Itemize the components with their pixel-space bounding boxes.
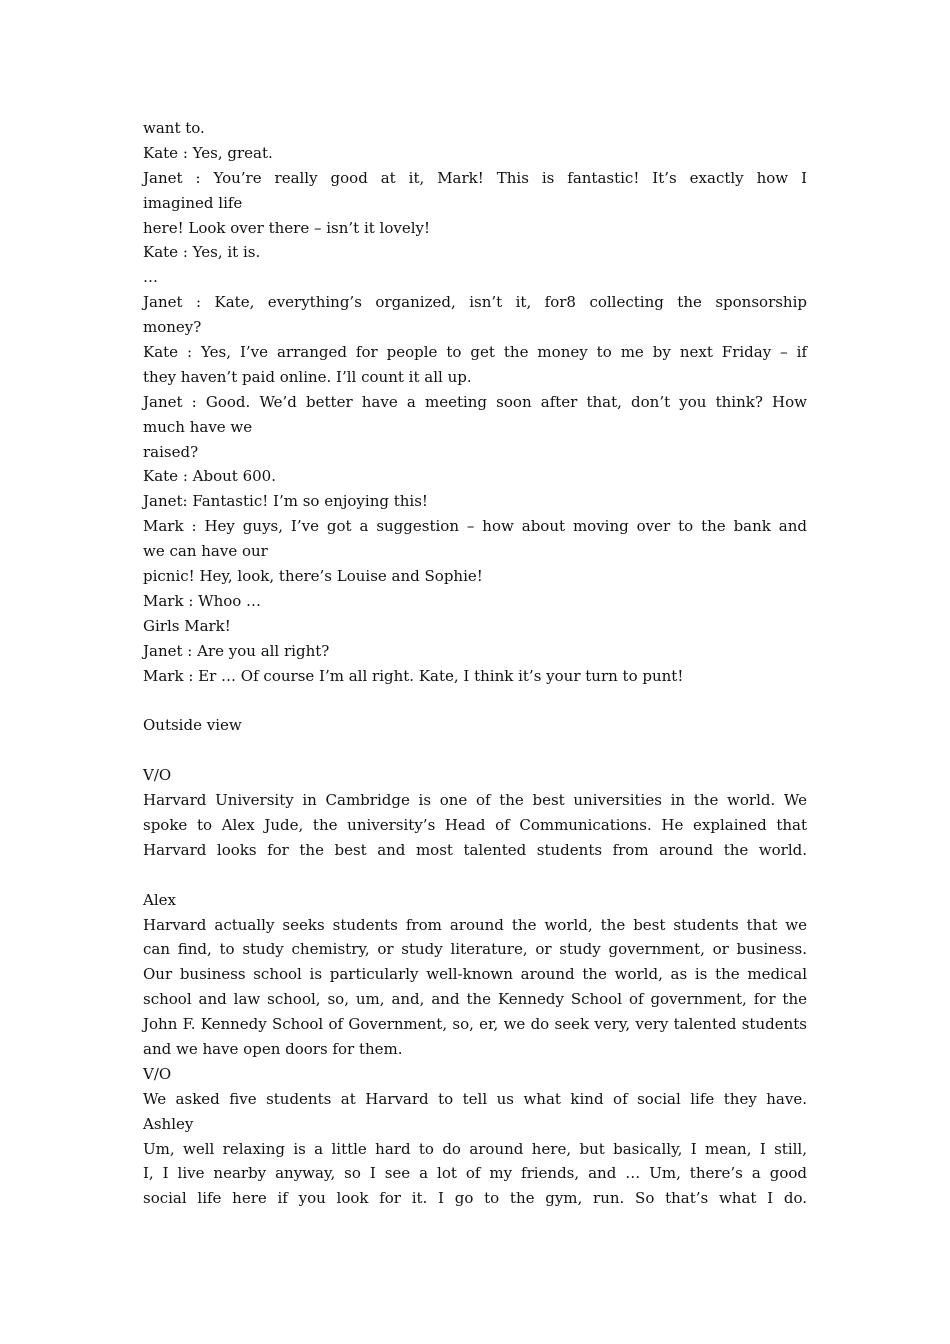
text-line: Harvard University in Cambridge is one of the best universities in the world. We (143, 791, 807, 810)
text-line: … (143, 268, 158, 287)
text-line: Harvard looks for the best and most talented students from around the world. (143, 840, 807, 859)
text-line: picnic! Hey, look, there’s Louise and Sophie! (143, 567, 483, 586)
text-line: Janet : You’re really good at it, Mark! This is fantastic! It’s exactly how I (143, 168, 807, 187)
blank-line (143, 863, 807, 888)
text-line: Mark : Hey guys, I’ve got a suggestion – how about moving over to the bank and (143, 517, 807, 536)
text-line: want to. (143, 119, 205, 137)
text-line: John F. Kennedy School of Government, so, er, we do seek very, very talented students (143, 1015, 807, 1034)
text-line: Janet : Kate, everything’s organized, isn’t it, for8 collecting the sponsorship (143, 293, 807, 312)
text-line: V/O (143, 766, 172, 785)
text-line: social life here if you look for it. I go to the gym, run. So that’s what I do. (143, 1189, 807, 1208)
text-line: raised? (143, 442, 199, 461)
text-line: Harvard actually seeks students from around the world, the best students that we (143, 915, 807, 934)
text-line: Kate : Yes, I’ve arranged for people to get the money to me by next Friday – if (143, 343, 807, 362)
text-line: Outside view (143, 716, 242, 735)
text-line: Mark : Whoo … (143, 591, 262, 610)
text-line: We asked five students at Harvard to tell us what kind of social life they have. (143, 1089, 807, 1108)
blank-line (143, 688, 807, 713)
text-line: Our business school is particularly well-known around the world, as is the medical (143, 965, 807, 984)
text-line: I, I live nearby anyway, so I see a lot of my friends, and … Um, there’s a good (143, 1164, 807, 1183)
text-line: Girls Mark! (143, 616, 231, 635)
text-line: much have we (143, 417, 253, 436)
text-line: Kate : Yes, great. (143, 143, 273, 162)
text-line: Janet : Good. We’d better have a meeting soon after that, don’t you think? How (143, 392, 807, 411)
text-line: we can have our (143, 542, 268, 561)
document-page (143, 116, 807, 1211)
text-line: Janet: Fantastic! I’m so enjoying this! (143, 492, 428, 511)
text-line: imagined life (143, 193, 243, 212)
text-line: here! Look over there – isn’t it lovely! (143, 218, 431, 237)
text-line: and we have open doors for them. (143, 1039, 403, 1058)
text-line: can find, to study chemistry, or study literature, or study government, or business. (143, 940, 807, 959)
text-line: Kate : Yes, it is. (143, 243, 261, 262)
text-line: Kate : About 600. (143, 467, 276, 486)
text-line: they haven’t paid online. I’ll count it all up. (143, 367, 472, 386)
text-line: Ashley (143, 1114, 194, 1133)
text-line: Mark : Er … Of course I’m all right. Kate, I think it’s your turn to punt! (143, 666, 684, 685)
text-line: V/O (143, 1064, 172, 1083)
text-line: school and law school, so, um, and, and the Kennedy School of government, for the (143, 990, 807, 1009)
text-line: Alex (143, 890, 176, 909)
text-line: Janet : Are you all right? (143, 641, 330, 660)
text-line: Um, well relaxing is a little hard to do around here, but basically, I mean, I still, (143, 1139, 807, 1158)
text-line: spoke to Alex Jude, the university’s Head of Communications. He explained that (143, 815, 807, 834)
text-line: money? (143, 318, 202, 337)
blank-line (143, 738, 807, 763)
